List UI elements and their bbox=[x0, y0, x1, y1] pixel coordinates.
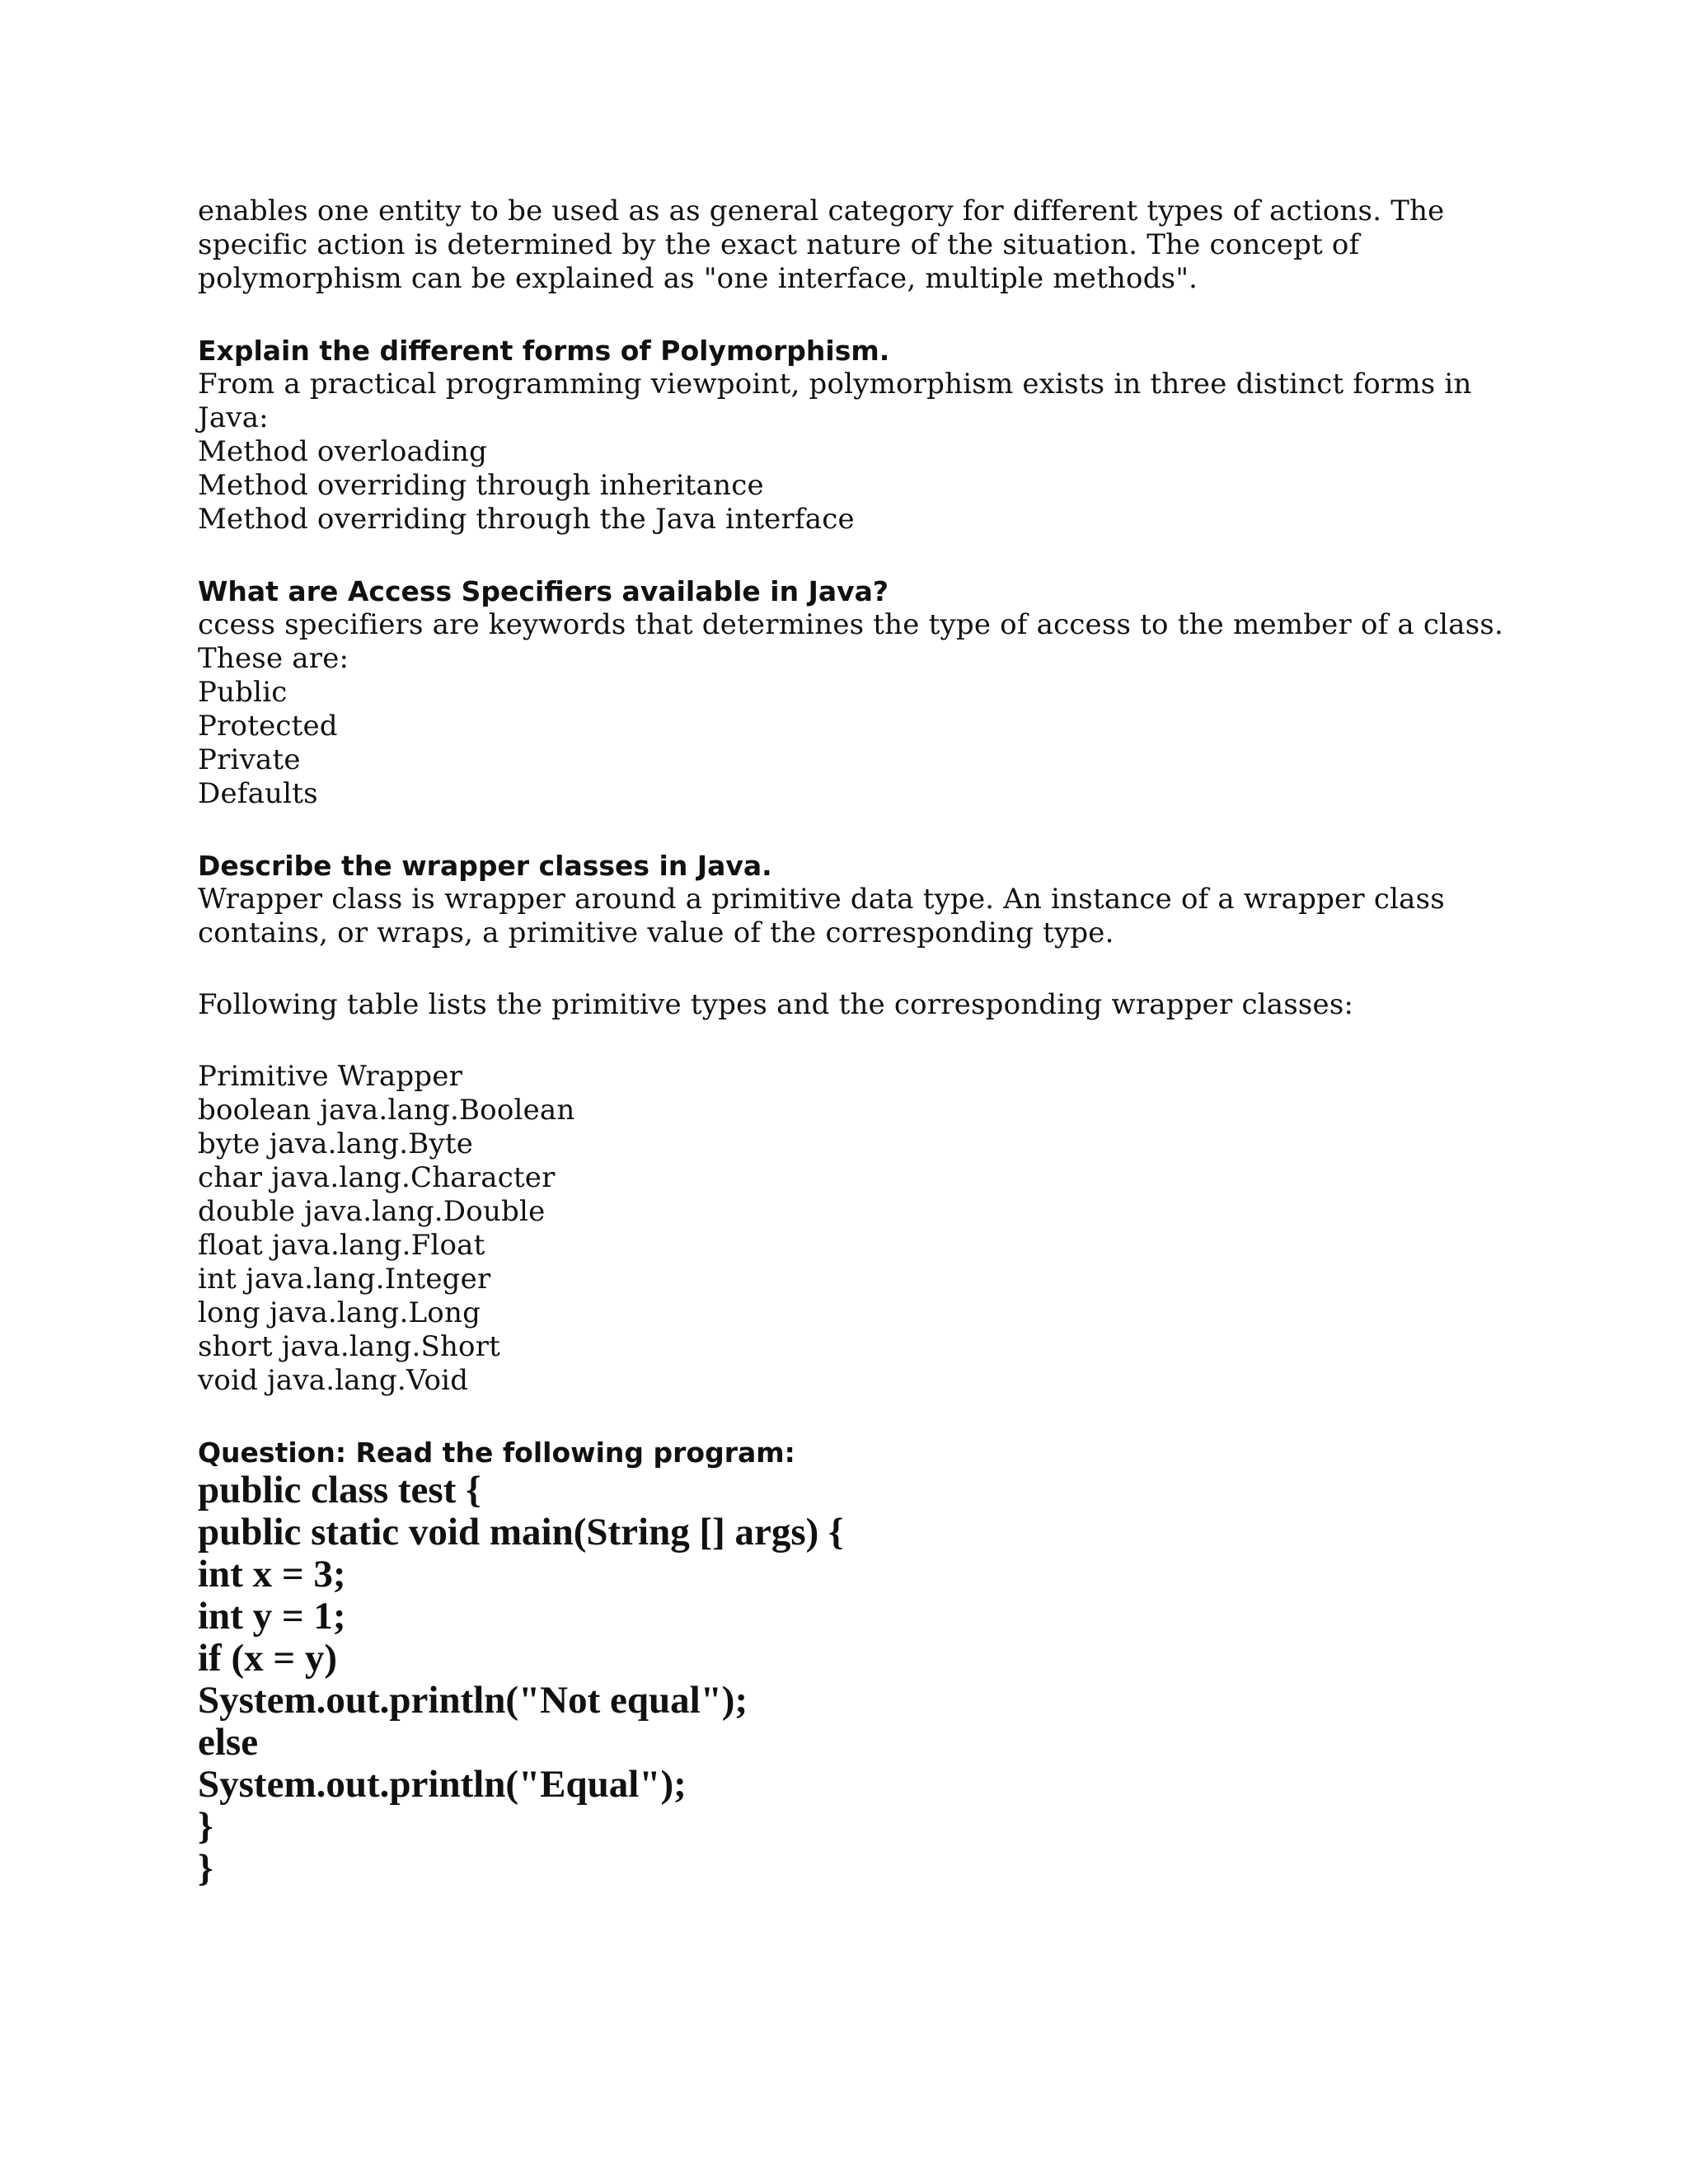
section-heading: What are Access Specifiers available in Java? bbox=[198, 575, 889, 607]
spacer bbox=[198, 950, 1517, 988]
list-item: Private bbox=[198, 743, 301, 776]
text-line: Java: bbox=[198, 401, 269, 434]
list-item: Protected bbox=[198, 710, 338, 743]
code-line: public class test { bbox=[198, 1469, 481, 1511]
code-line: else bbox=[198, 1721, 259, 1764]
list-item: Method overriding through the Java interface bbox=[198, 503, 855, 536]
code-line: public static void main(String [] args) { bbox=[198, 1511, 844, 1554]
list-item: Public bbox=[198, 676, 288, 709]
text-line: specific action is determined by the exact nature of the situation. The concept of bbox=[198, 228, 1360, 261]
section-heading: Describe the wrapper classes in Java. bbox=[198, 850, 772, 882]
code-line: } bbox=[198, 1847, 213, 1890]
spacer bbox=[198, 296, 1517, 334]
document-page bbox=[198, 194, 1517, 1890]
section-heading: Explain the different forms of Polymorphism. bbox=[198, 335, 890, 367]
spacer bbox=[198, 811, 1517, 849]
spacer bbox=[198, 537, 1517, 574]
section-body bbox=[198, 883, 1517, 950]
question-heading: Question: Read the following program: bbox=[198, 1436, 795, 1469]
text-line: From a practical programming viewpoint, polymorphism exists in three distinct forms in bbox=[198, 368, 1472, 401]
table-intro: Following table lists the primitive types and the corresponding wrapper classes: bbox=[198, 988, 1354, 1021]
section-access-specifiers bbox=[198, 574, 1517, 811]
code-line: if (x = y) bbox=[198, 1637, 338, 1680]
table-header-row: Primitive Wrapper bbox=[198, 1060, 463, 1093]
table-row: int java.lang.Integer bbox=[198, 1263, 491, 1296]
code-line: System.out.println("Not equal"); bbox=[198, 1679, 748, 1722]
section-body bbox=[198, 608, 1517, 811]
code-block bbox=[198, 1469, 1517, 1890]
section-wrapper-classes bbox=[198, 849, 1517, 1398]
text-line: polymorphism can be explained as "one interface, multiple methods". bbox=[198, 262, 1198, 295]
code-line: int y = 1; bbox=[198, 1595, 346, 1638]
table-row: boolean java.lang.Boolean bbox=[198, 1094, 575, 1127]
list-item: Defaults bbox=[198, 777, 318, 810]
code-line: int x = 3; bbox=[198, 1553, 346, 1596]
table-row: double java.lang.Double bbox=[198, 1195, 546, 1228]
section-body bbox=[198, 368, 1517, 537]
section-question bbox=[198, 1436, 1517, 1890]
list-item: Method overriding through inheritance bbox=[198, 469, 764, 502]
text-line: Wrapper class is wrapper around a primitive data type. An instance of a wrapper class bbox=[198, 883, 1445, 916]
table-row: short java.lang.Short bbox=[198, 1330, 501, 1363]
wrapper-table bbox=[198, 1060, 1517, 1398]
list-item: Method overloading bbox=[198, 435, 488, 468]
spacer bbox=[198, 1022, 1517, 1060]
table-row: byte java.lang.Byte bbox=[198, 1127, 474, 1160]
text-line: contains, or wraps, a primitive value of the corresponding type. bbox=[198, 916, 1114, 949]
table-row: void java.lang.Void bbox=[198, 1364, 469, 1397]
intro-paragraph bbox=[198, 194, 1517, 296]
text-line: These are: bbox=[198, 642, 349, 675]
section-polymorphism-forms bbox=[198, 334, 1517, 537]
code-line: System.out.println("Equal"); bbox=[198, 1763, 687, 1806]
spacer bbox=[198, 1398, 1517, 1436]
code-line: } bbox=[198, 1805, 213, 1848]
table-row: char java.lang.Character bbox=[198, 1161, 556, 1194]
text-line: ccess specifiers are keywords that determines the type of access to the member of a class. bbox=[198, 608, 1503, 641]
text-line: enables one entity to be used as as general category for different types of actions. The bbox=[198, 194, 1445, 227]
table-row: float java.lang.Float bbox=[198, 1229, 485, 1262]
table-row: long java.lang.Long bbox=[198, 1296, 481, 1329]
